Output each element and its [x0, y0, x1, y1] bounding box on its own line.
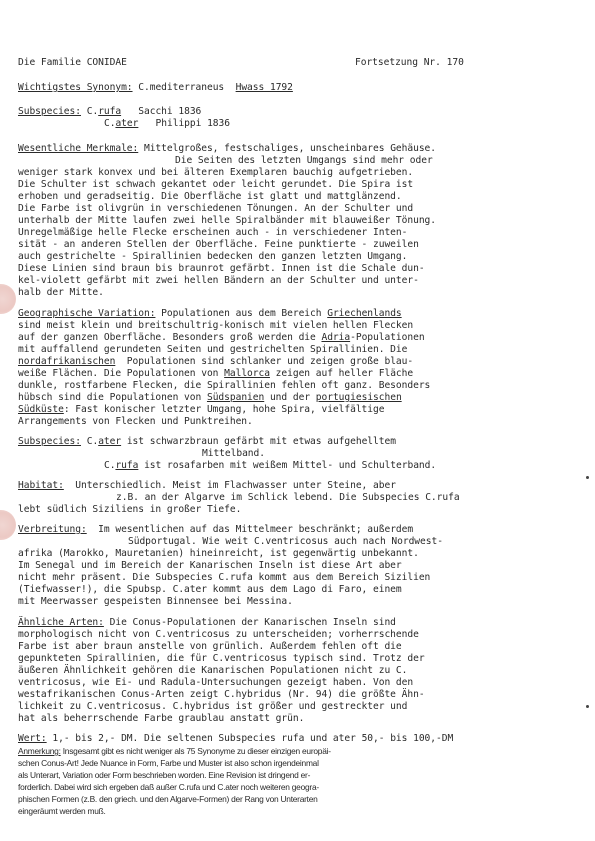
- subspecies-desc-label: Subspecies:: [18, 436, 81, 447]
- variation-text: hübsch sind die Populationen von: [18, 392, 207, 403]
- anmerkung-text: als Unterart, Variation oder Form beschrieben worden. Eine Revision ist dringend er-: [18, 770, 311, 780]
- anmerkung-text: eingeräumt werden muß.: [18, 806, 106, 816]
- margin-mark: [586, 476, 589, 479]
- aehnliche-text: Die Conus-Populationen der Kanarischen Inseln sind: [103, 617, 396, 628]
- region-mallorca: Mallorca: [224, 368, 270, 379]
- aehnliche-text: ventricosus, wie Ei- und Radula-Untersuchungen gezeigt haben. Von den: [18, 677, 414, 688]
- verbreitung-text: nicht mehr präsent. Die Subspecies C.rufa kommt aus dem Bereich Sizilien: [18, 572, 431, 583]
- anmerkung-text: phischen Formen (z.B. den griech. und den Algarve-Formen) der Rang von Unterarten: [18, 794, 318, 804]
- subspecies-genus: C.: [86, 106, 99, 117]
- subspecies-line-2: [104, 118, 230, 130]
- verbreitung-line: [18, 524, 413, 536]
- subspecies-desc-text: ist rosafarben mit weißem Mittel- und Schulterband.: [138, 460, 437, 471]
- variation-label: Geographische Variation:: [18, 308, 156, 319]
- family-title: Die Familie CONIDAE: [18, 57, 127, 68]
- region-south-coast: Südküste: [18, 404, 64, 415]
- verbreitung-text: (Tiefwasser!), die Spubsp. C.ater kommt aus dem Lago di Faro, einem: [18, 584, 402, 595]
- subspecies-genus: C.: [104, 118, 116, 129]
- synonym-genus: C.: [138, 82, 150, 93]
- variation-line: [18, 368, 413, 380]
- punch-hole-upper: [0, 284, 16, 314]
- variation-line: [18, 404, 384, 416]
- merkmale-text: Die Farbe ist olivgrün in verschiedenen Tönungen. An der Schulter und: [18, 203, 414, 214]
- verbreitung-text: afrika (Marokko, Mauretanien) hineinreicht, ist gegenwärtig unbekannt.: [18, 548, 419, 559]
- habitat-label: Habitat:: [18, 480, 64, 491]
- region-portugal: portugiesischen: [315, 392, 402, 403]
- punch-hole-lower: [0, 510, 16, 540]
- aehnliche-text: lichkeit zu C.ventricosus. C.hybridus ist größer und gestreckter und: [18, 701, 408, 712]
- synonym-line: [18, 82, 293, 94]
- region-north-africa: nordafrikanischen: [18, 356, 116, 367]
- anmerkung-line: [18, 745, 331, 757]
- anmerkung-label: Anmerkung:: [18, 746, 61, 756]
- aehnliche-text: äußeren Ähnlichkeit gehören die Kanarischen Populationen nicht zu C.: [18, 665, 408, 676]
- anmerkung-text: Insgesamt gibt es nicht weniger als 75 Synonyme zu dieser einzigen europäi-: [60, 746, 331, 756]
- merkmale-text: halb der Mitte.: [18, 287, 104, 298]
- merkmale-text: Die Seiten des letzten Umgangs sind mehr oder: [175, 155, 433, 166]
- habitat-text: z.B. an der Algarve im Schlick lebend. Die Subspecies C.rufa: [116, 492, 460, 503]
- verbreitung-text: Im wesentlichen auf das Mittelmeer beschränkt; außerdem: [86, 524, 414, 535]
- aehnliche-text: gepunkteten Spirallinien, die für C.ventricosus typisch sind. Trotz der: [18, 653, 425, 664]
- aehnliche-text: morphologisch nicht von C.ventricosus zu unterscheiden; vorherrschende: [18, 629, 419, 640]
- habitat-text: lebt südlich Siziliens in großer Tiefe.: [18, 504, 242, 515]
- subspecies-name: ater: [98, 436, 122, 447]
- merkmale-text: Mittelgroßes, festschaliges, unscheinbares Gehäuse.: [138, 143, 436, 154]
- aehnliche-label: Ähnliche Arten:: [18, 617, 104, 628]
- subspecies-name: rufa: [98, 106, 122, 117]
- merkmale-label: Wesentliche Merkmale:: [18, 143, 139, 154]
- continuation-number: Fortsetzung Nr. 170: [355, 57, 464, 68]
- habitat-line: [18, 480, 396, 492]
- aehnliche-text: westafrikanischen Conus-Arten zeigt C.hybridus (Nr. 94) die größte Ähn-: [18, 689, 425, 700]
- verbreitung-text: Im Senegal und im Bereich der Kanarischen Inseln ist diese Art aber: [18, 560, 402, 571]
- region-adria: Adria: [321, 332, 351, 343]
- aehnliche-text: hat als beherrschende Farbe graublau anstatt grün.: [18, 713, 305, 724]
- merkmale-text: Diese Linien sind braun bis braunrot gefärbt. Innen ist die Schale dun-: [18, 263, 425, 274]
- subspecies-desc-line: [104, 460, 436, 472]
- subspecies-desc-text: Mittelband.: [202, 448, 265, 459]
- merkmale-text: kel-violett gefärbt mit zwei hellen Bändern an der Schulter und unter-: [18, 275, 419, 286]
- merkmale-text: weniger stark konvex und bei älteren Exemplaren bauchig aufgetrieben.: [18, 167, 414, 178]
- margin-mark: [586, 705, 589, 708]
- variation-text: auf der ganzen Oberfläche. Besonders groß werden die: [18, 332, 322, 343]
- subspecies-author: Sacchi 1836: [138, 106, 202, 117]
- wert-label: Wert:: [18, 733, 47, 744]
- anmerkung-text: schen Conus-Art! Jede Nuance in Form, Farbe und Muster ist also schon irgendeinmal: [18, 758, 319, 768]
- variation-line: [18, 332, 425, 344]
- variation-line: [18, 356, 413, 368]
- merkmale-text: Die Schulter ist schwach gekantet oder leicht gerundet. Die Spira ist: [18, 179, 414, 190]
- synonym-species: mediterraneus: [149, 82, 225, 93]
- variation-text: dunkle, rostfarbene Flecken, die Spirallinien fehlen oft ganz. Besonders: [18, 380, 431, 391]
- wert-text: 1,- bis 2,- DM. Die seltenen Subspecies rufa und ater 50,- bis 100,-DM: [46, 733, 454, 744]
- anmerkung-text: forderlich. Dabei wird sich ergeben daß außer C.rufa und C.ater noch weiteren geogra-: [18, 782, 319, 792]
- variation-text: Arrangements von Flecken und Punktreihen.: [18, 416, 253, 427]
- merkmale-line: [18, 143, 436, 155]
- habitat-text: Unterschiedlich. Meist im Flachwasser unter Steine, aber: [63, 480, 396, 491]
- variation-text: mit auffallend gerundeten Seiten und gestrichelten Spirallinien. Die: [18, 344, 408, 355]
- subspecies-name: rufa: [115, 460, 139, 471]
- variation-text: sind meist klein und breitschultrig-konisch mit vielen hellen Flecken: [18, 320, 414, 331]
- merkmale-text: auch gestrichelte - Spirallinien bedecken den ganzen letzten Umgang.: [18, 251, 408, 262]
- subspecies-label: Subspecies:: [18, 106, 81, 117]
- subspecies-desc-line: [18, 436, 396, 448]
- aehnliche-text: Farbe ist aber braun anstelle von grünlich. Außerdem fehlen oft die: [18, 641, 402, 652]
- subspecies-genus: C.: [81, 436, 99, 447]
- wert-line: [18, 733, 453, 745]
- merkmale-text: Unregelmäßige helle Flecke erscheinen auch - in verschiedener Inten-: [18, 227, 408, 238]
- variation-text: -Populationen: [350, 332, 425, 343]
- merkmale-text: unterhalb der Mitte laufen zwei helle Spiralbänder mit blauweißer Tönung.: [18, 215, 436, 226]
- subspecies-desc-text: ist schwarzbraun gefärbt mit etwas aufgehelltem: [121, 436, 396, 447]
- variation-text: weiße Flächen. Die Populationen von: [18, 368, 225, 379]
- aehnliche-line: [18, 617, 396, 629]
- subspecies-name: ater: [115, 118, 139, 129]
- verbreitung-text: mit Meerwasser gespeisten Binnensee bei Messina.: [18, 596, 293, 607]
- variation-line: [18, 392, 402, 404]
- merkmale-text: sität - an anderen Stellen der Oberfläche. Feine punktierte - zuweilen: [18, 239, 419, 250]
- variation-text: Populationen aus dem Bereich: [155, 308, 328, 319]
- synonym-label: Wichtigstes Synonym:: [18, 82, 133, 93]
- variation-line: [18, 308, 402, 320]
- verbreitung-label: Verbreitung:: [18, 524, 87, 535]
- verbreitung-text: Südportugal. Wie weit C.ventricosus auch nach Nordwest-: [128, 536, 443, 547]
- region-south-spain: Südspanien: [206, 392, 265, 403]
- variation-text: und der: [264, 392, 316, 403]
- variation-text: Populationen sind schlanker und zeigen große blau-: [115, 356, 414, 367]
- subspecies-line-1: [18, 106, 201, 118]
- subspecies-author: Philippi 1836: [155, 118, 230, 129]
- merkmale-text: erhoben und geradseitig. Die Oberfläche ist glatt und mattglänzend.: [18, 191, 402, 202]
- variation-text: : Fast konischer letzter Umgang, hohe Spira, vielfältige: [63, 404, 385, 415]
- subspecies-genus: C.: [104, 460, 116, 471]
- synonym-author: Hwass 1792: [235, 82, 293, 93]
- region-greece: Griechenlands: [327, 308, 402, 319]
- variation-text: zeigen auf heller Fläche: [269, 368, 414, 379]
